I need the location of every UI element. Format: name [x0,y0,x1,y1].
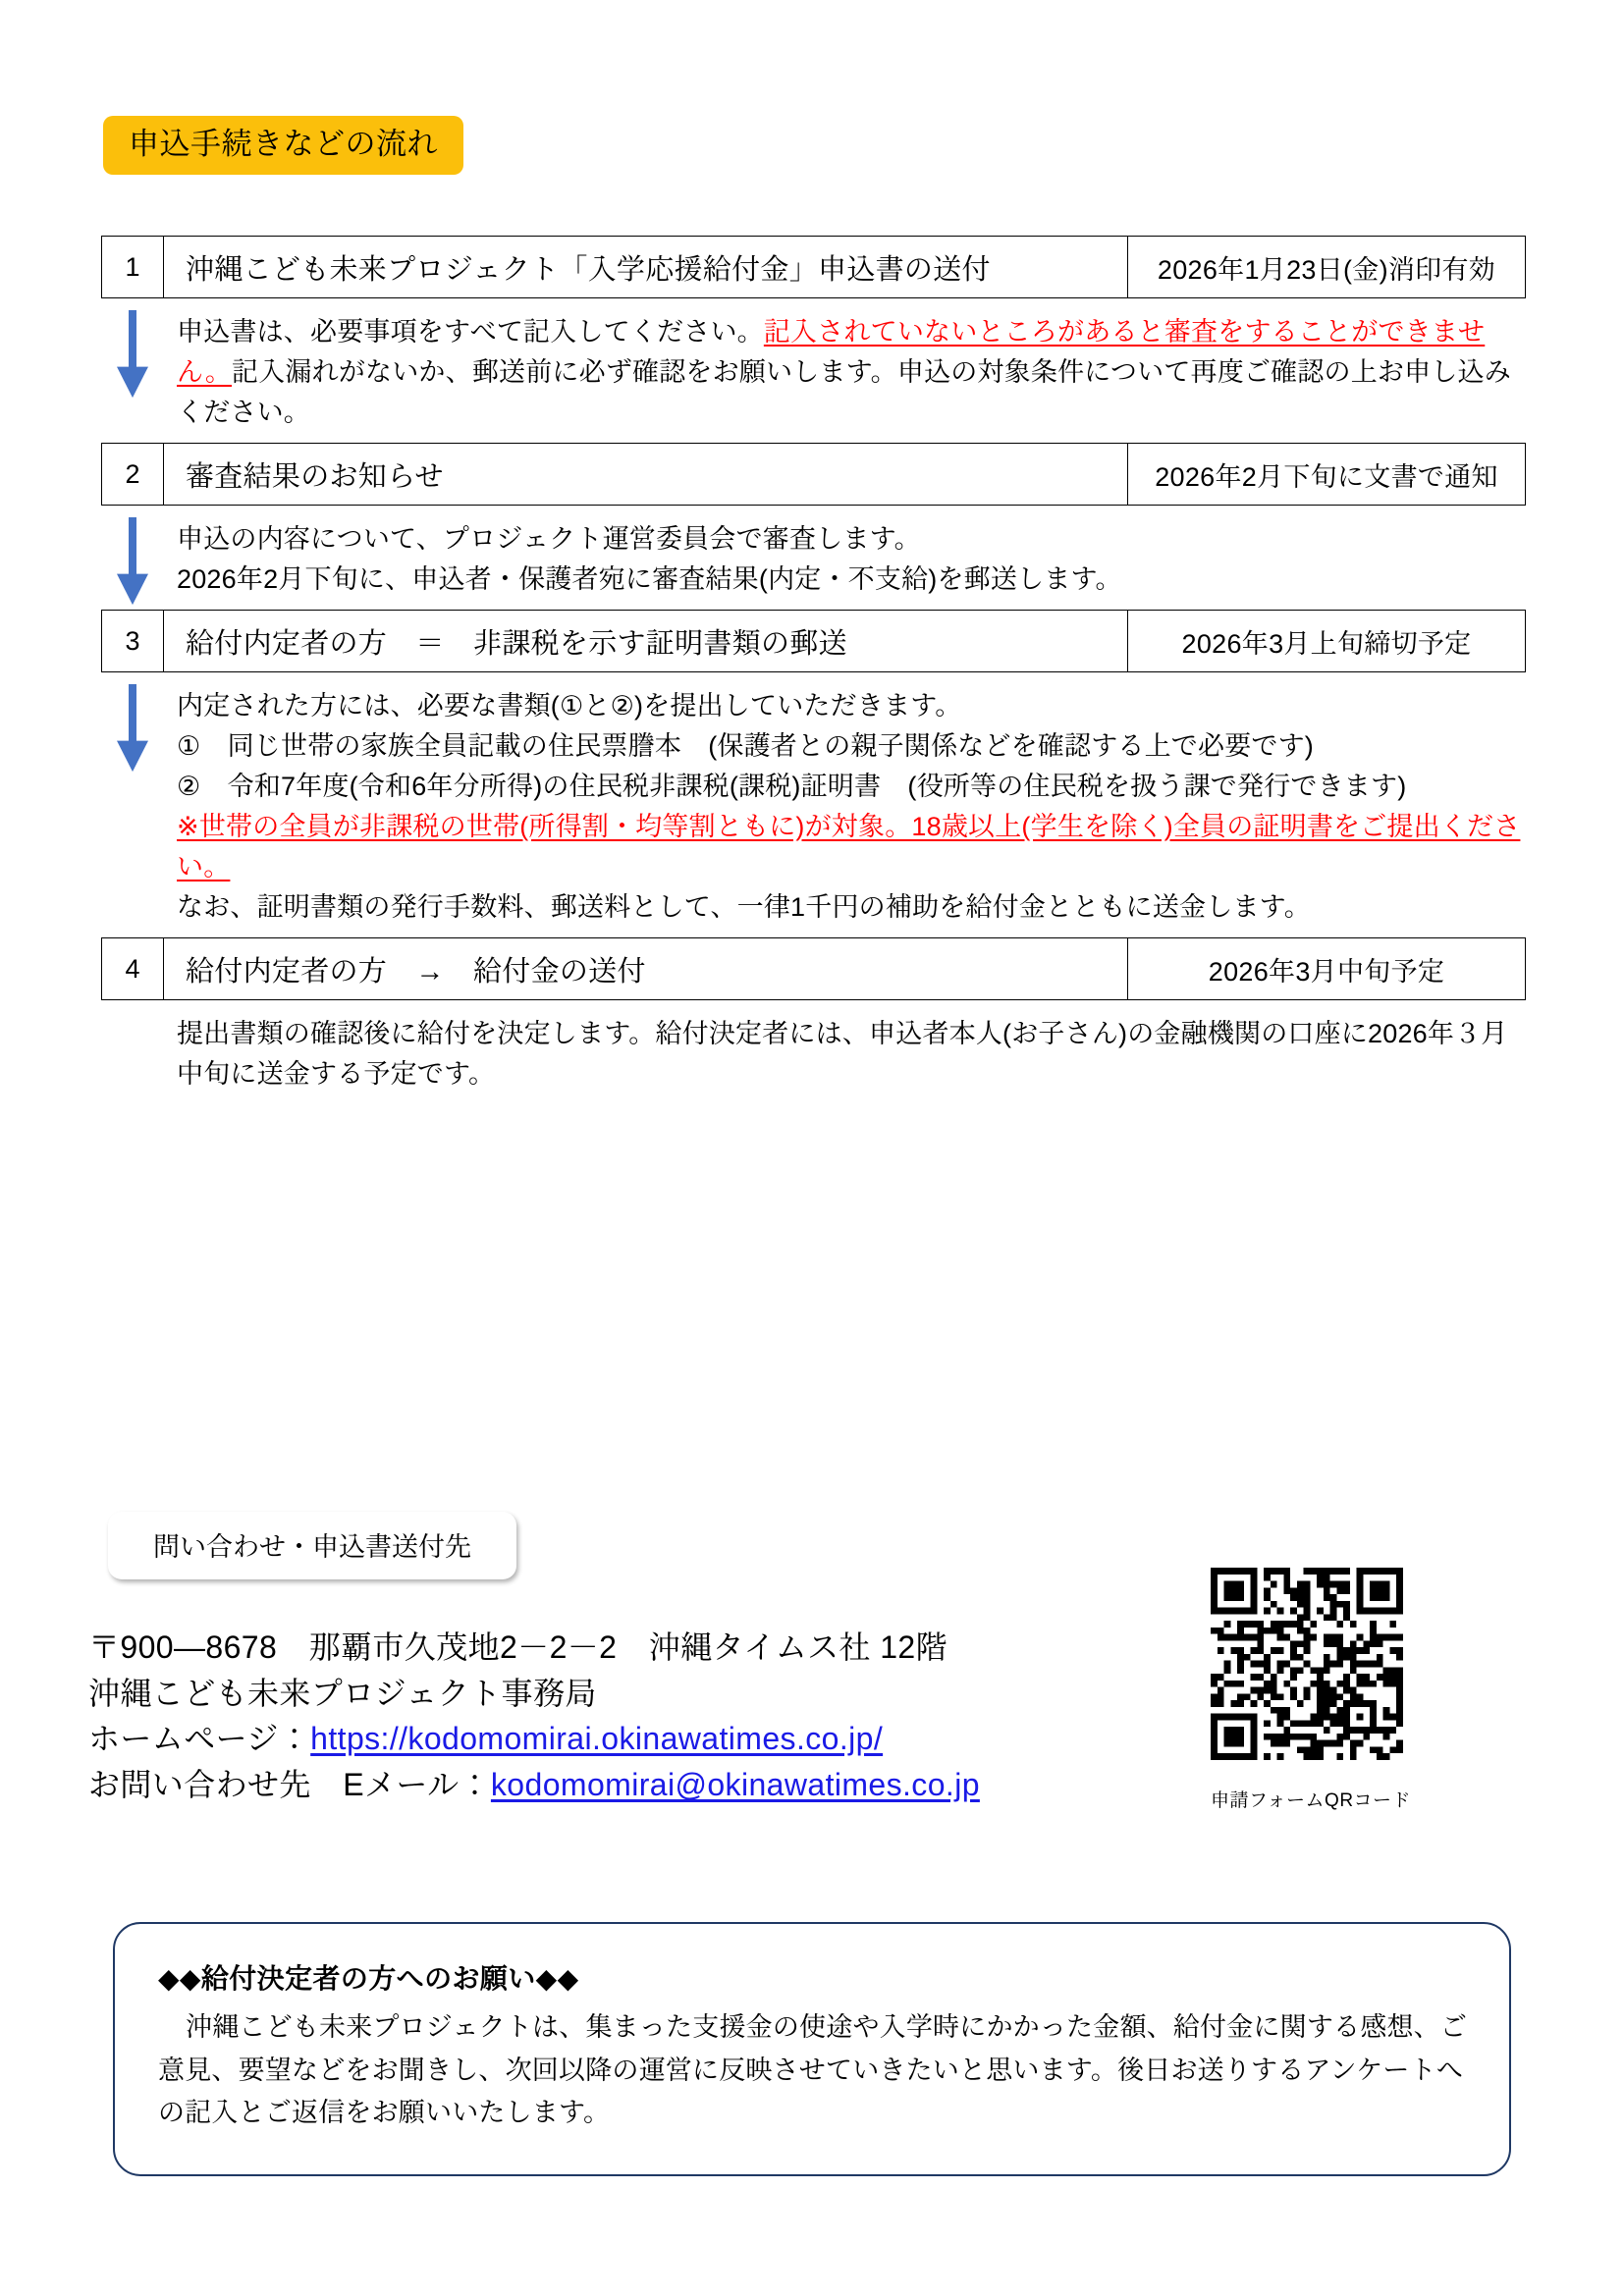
contact-tab-label: 問い合わせ・申込書送付先 [108,1512,516,1579]
flow-step-title: 審査結果のお知らせ [186,460,444,493]
flow-step-body-line [177,312,1526,433]
qr-code-block [1211,1568,1412,1812]
flow-step-date: 2026年3月上旬締切予定 [1127,611,1525,671]
down-arrow-icon [116,517,149,606]
flow-step-body-line: 申込の内容について、プロジェクト運営委員会で審査します。 [177,524,921,555]
flow-step-title: 給付内定者の方 ＝ 非課税を示す証明書類の郵送 [186,627,847,660]
flow-step-number: 1 [102,237,164,297]
flow-step-number: 3 [102,611,164,671]
contact-address-line: 〒900―8678 那覇市久茂地2－2－2 沖縄タイムス社 12階 [88,1629,948,1665]
body-text: 申込書は、必要事項をすべて記入してください。 [177,317,764,347]
flow-step-row [101,236,1526,298]
flow-step-number: 2 [102,444,164,505]
flow-steps-container [0,236,1624,1104]
contact-homepage-line [88,1716,980,1762]
qr-code-image [1211,1568,1403,1760]
contact-email-line [88,1762,980,1808]
flow-step-title: 給付内定者の方 → 給付金の送付 [186,955,646,988]
contact-details [88,1625,980,1808]
emphasis-red-text: 記入されていないところがあると審査をすることができません。 [177,317,1486,388]
homepage-link[interactable]: https://kodomomirai.okinawatimes.co.jp/ [310,1721,884,1757]
flow-step [0,937,1624,1104]
request-note-title: ◆◆給付決定者の方へのお願い◆◆ [158,1963,579,1994]
flow-step [0,236,1624,443]
flow-step-date: 2026年1月23日(金)消印有効 [1127,237,1525,297]
flow-step-body-line: なお、証明書類の発行手数料、郵送料として、一律1千円の補助を給付金とともに送金します。 [177,892,1311,923]
flow-step-date: 2026年2月下旬に文書で通知 [1127,444,1525,505]
flow-step-body [0,672,1624,937]
flow-step [0,443,1624,610]
flow-step-body-line: 内定された方には、必要な書類(①と②)を提出していただきます。 [177,691,962,721]
flow-step-body-line [177,807,1526,887]
flow-step-body-line: 2026年2月下旬に、申込者・保護者宛に審査結果(内定・不支給)を郵送します。 [177,564,1122,595]
flow-step-row [101,443,1526,506]
emphasis-red-text: ※世帯の全員が非課税の世帯(所得割・均等割ともに)が対象。18歳以上(学生を除く)全員の証明書をご提出ください。 [177,812,1521,882]
flow-step-row [101,610,1526,672]
request-note-paragraph: 沖縄こども未来プロジェクトは、集まった支援金の使途や入学時にかかった金額、給付金に関する感想、ご意見、要望などをお聞きし、次回以降の運営に反映させていきたいと思います。後日お送りするアンケートへの記入とご返信をお願いいたします。 [158,2012,1468,2128]
flow-step-body-item: ① 同じ世帯の家族全員記載の住民票謄本 (保護者との親子関係などを確認する上で必要です) [177,731,1314,762]
request-note-box [113,1922,1511,2176]
homepage-label: ホームページ： [88,1721,311,1757]
section-header-badge: 申込手続きなどの流れ [103,116,463,175]
flow-step-body-line: 提出書類の確認後に給付を決定します。給付決定者には、申込者本人(お子さん)の金融機関の口座に2026年３月中旬に送金する予定です。 [177,1019,1508,1090]
email-label: お問い合わせ先 Eメール： [88,1767,491,1803]
flow-step-number: 4 [102,938,164,999]
flow-step-title: 沖縄こども未来プロジェクト「入学応援給付金」申込書の送付 [186,253,991,286]
down-arrow-icon [116,684,149,773]
flow-step-body-item: ② 令和7年度(令和6年分所得)の住民税非課税(課税)証明書 (役所等の住民税を扱う課で発行できます) [177,772,1407,802]
flow-step-body [0,506,1624,610]
email-link[interactable]: kodomomirai@okinawatimes.co.jp [490,1767,980,1803]
flow-step-body [0,1000,1624,1104]
body-text: 記入漏れがないか、郵送前に必ず確認をお願いします。申込の対象条件について再度ご確認の上お申し込みください。 [177,357,1511,428]
down-arrow-icon [116,310,149,399]
flow-step-body [0,298,1624,443]
contact-office-line: 沖縄こども未来プロジェクト事務局 [88,1675,597,1711]
qr-code-caption: 申請フォームQRコード [1211,1790,1412,1811]
flow-step-date: 2026年3月中旬予定 [1127,938,1525,999]
flow-step-row [101,937,1526,1000]
flow-step [0,610,1624,937]
